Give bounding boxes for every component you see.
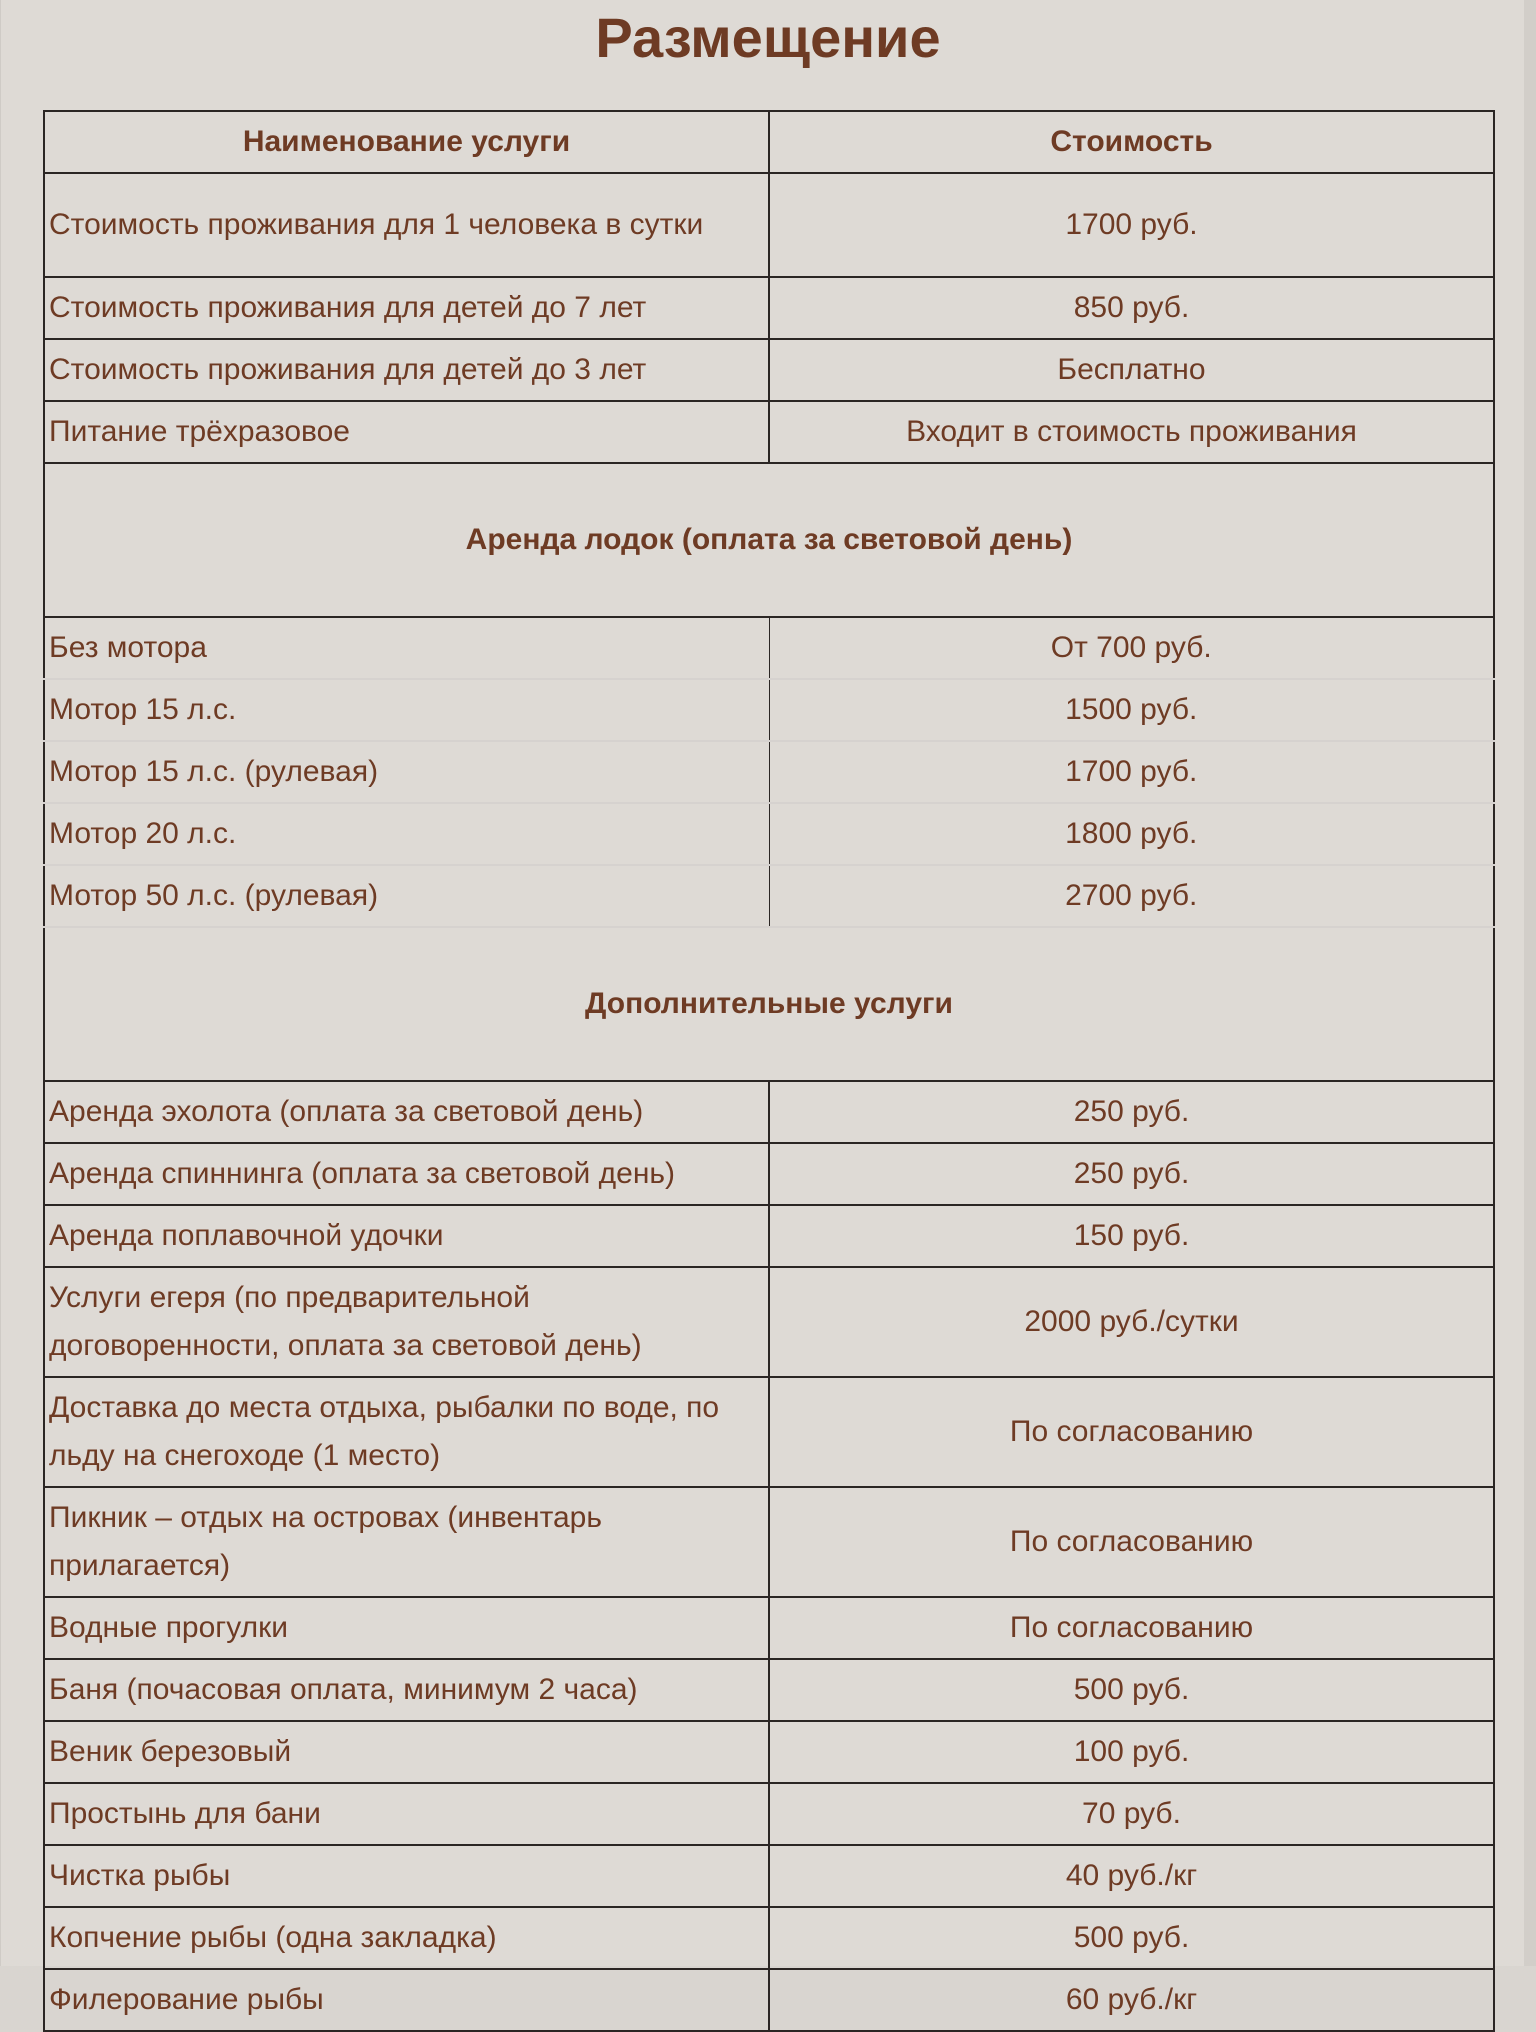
table-row: [44, 1845, 1494, 1907]
service-price: 40 руб./кг: [769, 1845, 1494, 1907]
service-name: Стоимость проживания для детей до 3 лет: [44, 339, 769, 401]
service-name: Мотор 50 л.с. (рулевая): [44, 865, 769, 927]
table-row: [44, 1721, 1494, 1783]
service-price: 2000 руб./сутки: [769, 1267, 1494, 1377]
page-title: Размещение: [595, 6, 941, 69]
service-name: Простынь для бани: [44, 1783, 769, 1845]
service-price: Входит в стоимость проживания: [769, 401, 1494, 463]
service-price: 500 руб.: [769, 1659, 1494, 1721]
service-price: 500 руб.: [769, 1907, 1494, 1969]
table-row: [44, 1969, 1494, 2031]
table-row: [44, 1659, 1494, 1721]
service-price: 70 руб.: [769, 1783, 1494, 1845]
service-name: Без мотора: [44, 617, 769, 679]
service-name: Чистка рыбы: [44, 1845, 769, 1907]
service-name: Стоимость проживания для 1 человека в сутки: [44, 173, 769, 277]
service-price: 100 руб.: [769, 1721, 1494, 1783]
service-name: Баня (почасовая оплата, минимум 2 часа): [44, 1659, 769, 1721]
section-heading-boats: Аренда лодок (оплата за световой день): [44, 463, 1494, 617]
column-header-service: Наименование услуги: [44, 111, 769, 173]
service-name: Аренда поплавочной удочки: [44, 1205, 769, 1267]
section-heading-row: [44, 463, 1494, 617]
table-row: [44, 679, 1494, 741]
table-row: [44, 865, 1494, 927]
table-row: [44, 1487, 1494, 1597]
table-header-row: [44, 111, 1494, 173]
table-row: [44, 1907, 1494, 1969]
service-price: 1700 руб.: [769, 173, 1494, 277]
service-price: 1800 руб.: [769, 803, 1494, 865]
table-row: [44, 1597, 1494, 1659]
service-name: Аренда спиннинга (оплата за световой день): [44, 1143, 769, 1205]
service-price: 60 руб./кг: [769, 1969, 1494, 2031]
service-price: По согласованию: [769, 1487, 1494, 1597]
service-name: Мотор 15 л.с.: [44, 679, 769, 741]
scrollbar-track[interactable]: [1524, 0, 1536, 1966]
service-name: Филерование рыбы: [44, 1969, 769, 2031]
service-price: 2700 руб.: [769, 865, 1494, 927]
table-row: [44, 741, 1494, 803]
service-price: 250 руб.: [769, 1143, 1494, 1205]
table-row: [44, 173, 1494, 277]
service-name: Услуги егеря (по предварительной договоренности, оплата за световой день): [44, 1267, 769, 1377]
table-row: [44, 401, 1494, 463]
service-name: Веник березовый: [44, 1721, 769, 1783]
price-table: [43, 110, 1495, 2032]
table-row: [44, 1143, 1494, 1205]
section-heading-row: [44, 927, 1494, 1081]
section-heading-extras: Дополнительные услуги: [44, 927, 1494, 1081]
table-row: [44, 1783, 1494, 1845]
service-price: 1500 руб.: [769, 679, 1494, 741]
service-price: 250 руб.: [769, 1081, 1494, 1143]
service-name: Стоимость проживания для детей до 7 лет: [44, 277, 769, 339]
service-name: Доставка до места отдыха, рыбалки по воде, по льду на снегоходе (1 место): [44, 1377, 769, 1487]
service-name: Мотор 20 л.с.: [44, 803, 769, 865]
service-price: От 700 руб.: [769, 617, 1494, 679]
service-name: Мотор 15 л.с. (рулевая): [44, 741, 769, 803]
table-row: [44, 277, 1494, 339]
service-price: 150 руб.: [769, 1205, 1494, 1267]
table-row: [44, 803, 1494, 865]
table-row: [44, 617, 1494, 679]
table-row: [44, 1267, 1494, 1377]
table-row: [44, 1081, 1494, 1143]
service-name: Аренда эхолота (оплата за световой день): [44, 1081, 769, 1143]
service-price: По согласованию: [769, 1597, 1494, 1659]
table-row: [44, 1377, 1494, 1487]
table-row: [44, 339, 1494, 401]
service-price: 850 руб.: [769, 277, 1494, 339]
service-name: Пикник – отдых на островах (инвентарь прилагается): [44, 1487, 769, 1597]
service-name: Питание трёхразовое: [44, 401, 769, 463]
service-price: Бесплатно: [769, 339, 1494, 401]
service-price: 1700 руб.: [769, 741, 1494, 803]
service-price: По согласованию: [769, 1377, 1494, 1487]
service-name: Водные прогулки: [44, 1597, 769, 1659]
column-header-price: Стоимость: [769, 111, 1494, 173]
table-row: [44, 1205, 1494, 1267]
service-name: Копчение рыбы (одна закладка): [44, 1907, 769, 1969]
